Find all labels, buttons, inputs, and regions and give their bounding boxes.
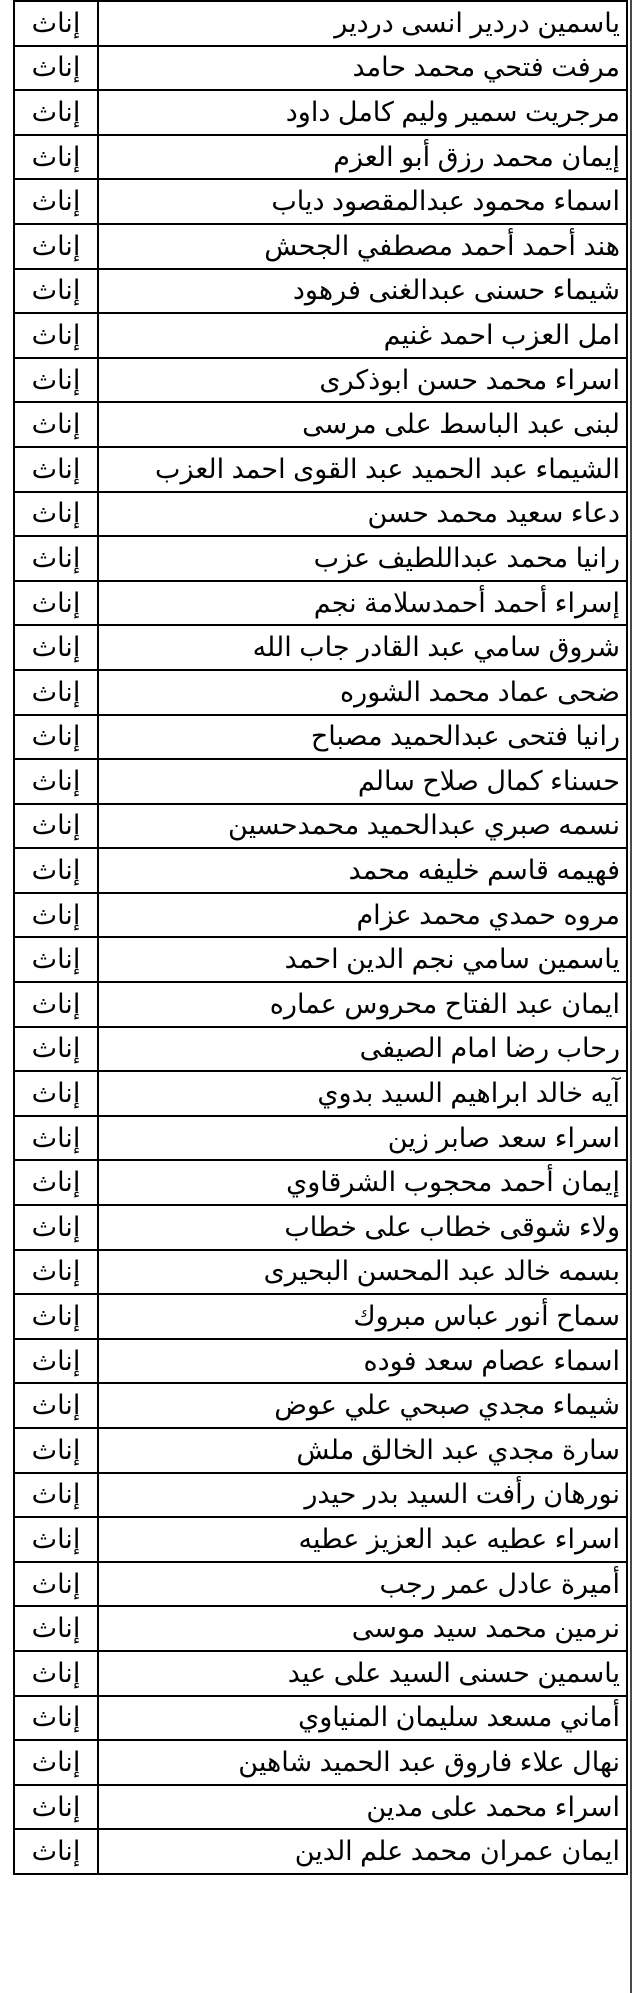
gender-cell: إناث <box>14 224 98 269</box>
table-row <box>14 893 627 938</box>
gender-cell: إناث <box>14 269 98 314</box>
table-row <box>14 1562 627 1607</box>
gender-cell: إناث <box>14 1785 98 1830</box>
names-table-body <box>14 1 627 1874</box>
gender-cell: إناث <box>14 937 98 982</box>
gender-cell: إناث <box>14 848 98 893</box>
gender-cell: إناث <box>14 1027 98 1072</box>
name-cell: نورهان رأفت السيد بدر حيدر <box>98 1473 627 1518</box>
gender-cell: إناث <box>14 536 98 581</box>
name-cell: مروه حمدي محمد عزام <box>98 893 627 938</box>
table-row <box>14 358 627 403</box>
gender-cell: إناث <box>14 135 98 180</box>
gender-cell: إناث <box>14 1250 98 1295</box>
name-cell: امل العزب احمد غنيم <box>98 313 627 358</box>
name-cell: رانيا فتحى عبدالحميد مصباح <box>98 715 627 760</box>
gender-cell: إناث <box>14 759 98 804</box>
gender-cell: إناث <box>14 1071 98 1116</box>
table-row <box>14 135 627 180</box>
table-row <box>14 1071 627 1116</box>
table-row <box>14 1205 627 1250</box>
gender-cell: إناث <box>14 625 98 670</box>
gender-cell: إناث <box>14 982 98 1027</box>
gender-cell: إناث <box>14 402 98 447</box>
gender-cell: إناث <box>14 670 98 715</box>
table-row <box>14 492 627 537</box>
name-cell: ياسمين حسنى السيد على عيد <box>98 1651 627 1696</box>
table-row <box>14 1740 627 1785</box>
gender-cell: إناث <box>14 1651 98 1696</box>
name-cell: ياسمين دردير انسى دردير <box>98 1 627 46</box>
table-row <box>14 1785 627 1830</box>
gender-cell: إناث <box>14 581 98 626</box>
gender-cell: إناث <box>14 358 98 403</box>
table-row <box>14 1696 627 1741</box>
gender-cell: إناث <box>14 1116 98 1161</box>
name-cell: أميرة عادل عمر رجب <box>98 1562 627 1607</box>
page-right-border <box>630 0 632 1993</box>
gender-cell: إناث <box>14 313 98 358</box>
name-cell: إيمان محمد رزق أبو العزم <box>98 135 627 180</box>
gender-cell: إناث <box>14 1606 98 1651</box>
name-cell: سارة مجدي عبد الخالق ملش <box>98 1428 627 1473</box>
name-cell: هند أحمد أحمد مصطفي الجحش <box>98 224 627 269</box>
table-row <box>14 1428 627 1473</box>
name-cell: حسناء كمال صلاح سالم <box>98 759 627 804</box>
gender-cell: إناث <box>14 1294 98 1339</box>
table-row <box>14 759 627 804</box>
table-row <box>14 46 627 91</box>
name-cell: سماح أنور عباس مبروك <box>98 1294 627 1339</box>
name-cell: لبنى عبد الباسط على مرسى <box>98 402 627 447</box>
name-cell: ياسمين سامي نجم الدين احمد <box>98 937 627 982</box>
name-cell: ايمان عبد الفتاح محروس عماره <box>98 982 627 1027</box>
table-row <box>14 1160 627 1205</box>
table-row <box>14 1383 627 1428</box>
name-cell: إسراء أحمد أحمدسلامة نجم <box>98 581 627 626</box>
gender-cell: إناث <box>14 1428 98 1473</box>
table-row <box>14 1829 627 1874</box>
gender-cell: إناث <box>14 1562 98 1607</box>
table-row <box>14 1116 627 1161</box>
name-cell: مرجريت سمير وليم كامل داود <box>98 90 627 135</box>
gender-cell: إناث <box>14 1160 98 1205</box>
name-cell: اسراء محمد على مدين <box>98 1785 627 1830</box>
name-cell: اسراء عطيه عبد العزيز عطيه <box>98 1517 627 1562</box>
name-cell: شيماء حسنى عبدالغنى فرهود <box>98 269 627 314</box>
gender-cell: إناث <box>14 1517 98 1562</box>
name-cell: ضحى عماد محمد الشوره <box>98 670 627 715</box>
table-row <box>14 1027 627 1072</box>
table-row <box>14 804 627 849</box>
name-cell: مرفت فتحي محمد حامد <box>98 46 627 91</box>
gender-cell: إناث <box>14 1829 98 1874</box>
gender-cell: إناث <box>14 1383 98 1428</box>
table-row <box>14 715 627 760</box>
table-row <box>14 447 627 492</box>
table-row <box>14 313 627 358</box>
table-row <box>14 1250 627 1295</box>
gender-cell: إناث <box>14 1740 98 1785</box>
name-cell: رانيا محمد عبداللطيف عزب <box>98 536 627 581</box>
table-row <box>14 1473 627 1518</box>
names-table <box>13 0 628 1875</box>
table-row <box>14 1294 627 1339</box>
name-cell: ايمان عمران محمد علم الدين <box>98 1829 627 1874</box>
table-row <box>14 1 627 46</box>
name-cell: رحاب رضا امام الصيفى <box>98 1027 627 1072</box>
table-row <box>14 982 627 1027</box>
gender-cell: إناث <box>14 1339 98 1384</box>
gender-cell: إناث <box>14 492 98 537</box>
name-cell: اسراء سعد صابر زين <box>98 1116 627 1161</box>
table-row <box>14 625 627 670</box>
table-row <box>14 536 627 581</box>
name-cell: أماني مسعد سليمان المنياوي <box>98 1696 627 1741</box>
name-cell: ولاء شوقى خطاب على خطاب <box>98 1205 627 1250</box>
gender-cell: إناث <box>14 715 98 760</box>
gender-cell: إناث <box>14 1205 98 1250</box>
gender-cell: إناث <box>14 447 98 492</box>
gender-cell: إناث <box>14 1696 98 1741</box>
name-cell: إيمان أحمد محجوب الشرقاوي <box>98 1160 627 1205</box>
gender-cell: إناث <box>14 1 98 46</box>
name-cell: شيماء مجدي صبحي علي عوض <box>98 1383 627 1428</box>
name-cell: شروق سامي عبد القادر جاب الله <box>98 625 627 670</box>
gender-cell: إناث <box>14 893 98 938</box>
name-cell: نرمين محمد سيد موسى <box>98 1606 627 1651</box>
name-cell: اسراء محمد حسن ابوذكرى <box>98 358 627 403</box>
gender-cell: إناث <box>14 90 98 135</box>
name-cell: نهال علاء فاروق عبد الحميد شاهين <box>98 1740 627 1785</box>
table-row <box>14 1651 627 1696</box>
table-row <box>14 848 627 893</box>
table-row <box>14 1517 627 1562</box>
table-row <box>14 224 627 269</box>
table-row <box>14 670 627 715</box>
table-row <box>14 269 627 314</box>
table-row <box>14 1606 627 1651</box>
name-cell: الشيماء عبد الحميد عبد القوى احمد العزب <box>98 447 627 492</box>
name-cell: اسماء عصام سعد فوده <box>98 1339 627 1384</box>
gender-cell: إناث <box>14 804 98 849</box>
name-cell: فهيمه قاسم خليفه محمد <box>98 848 627 893</box>
name-cell: بسمه خالد عبد المحسن البحيرى <box>98 1250 627 1295</box>
table-row <box>14 90 627 135</box>
name-cell: اسماء محمود عبدالمقصود دياب <box>98 179 627 224</box>
table-row <box>14 937 627 982</box>
table-row <box>14 402 627 447</box>
table-row <box>14 179 627 224</box>
gender-cell: إناث <box>14 179 98 224</box>
table-row <box>14 1339 627 1384</box>
gender-cell: إناث <box>14 46 98 91</box>
gender-cell: إناث <box>14 1473 98 1518</box>
name-cell: دعاء سعيد محمد حسن <box>98 492 627 537</box>
table-row <box>14 581 627 626</box>
name-cell: آيه خالد ابراهيم السيد بدوي <box>98 1071 627 1116</box>
name-cell: نسمه صبري عبدالحميد محمدحسين <box>98 804 627 849</box>
